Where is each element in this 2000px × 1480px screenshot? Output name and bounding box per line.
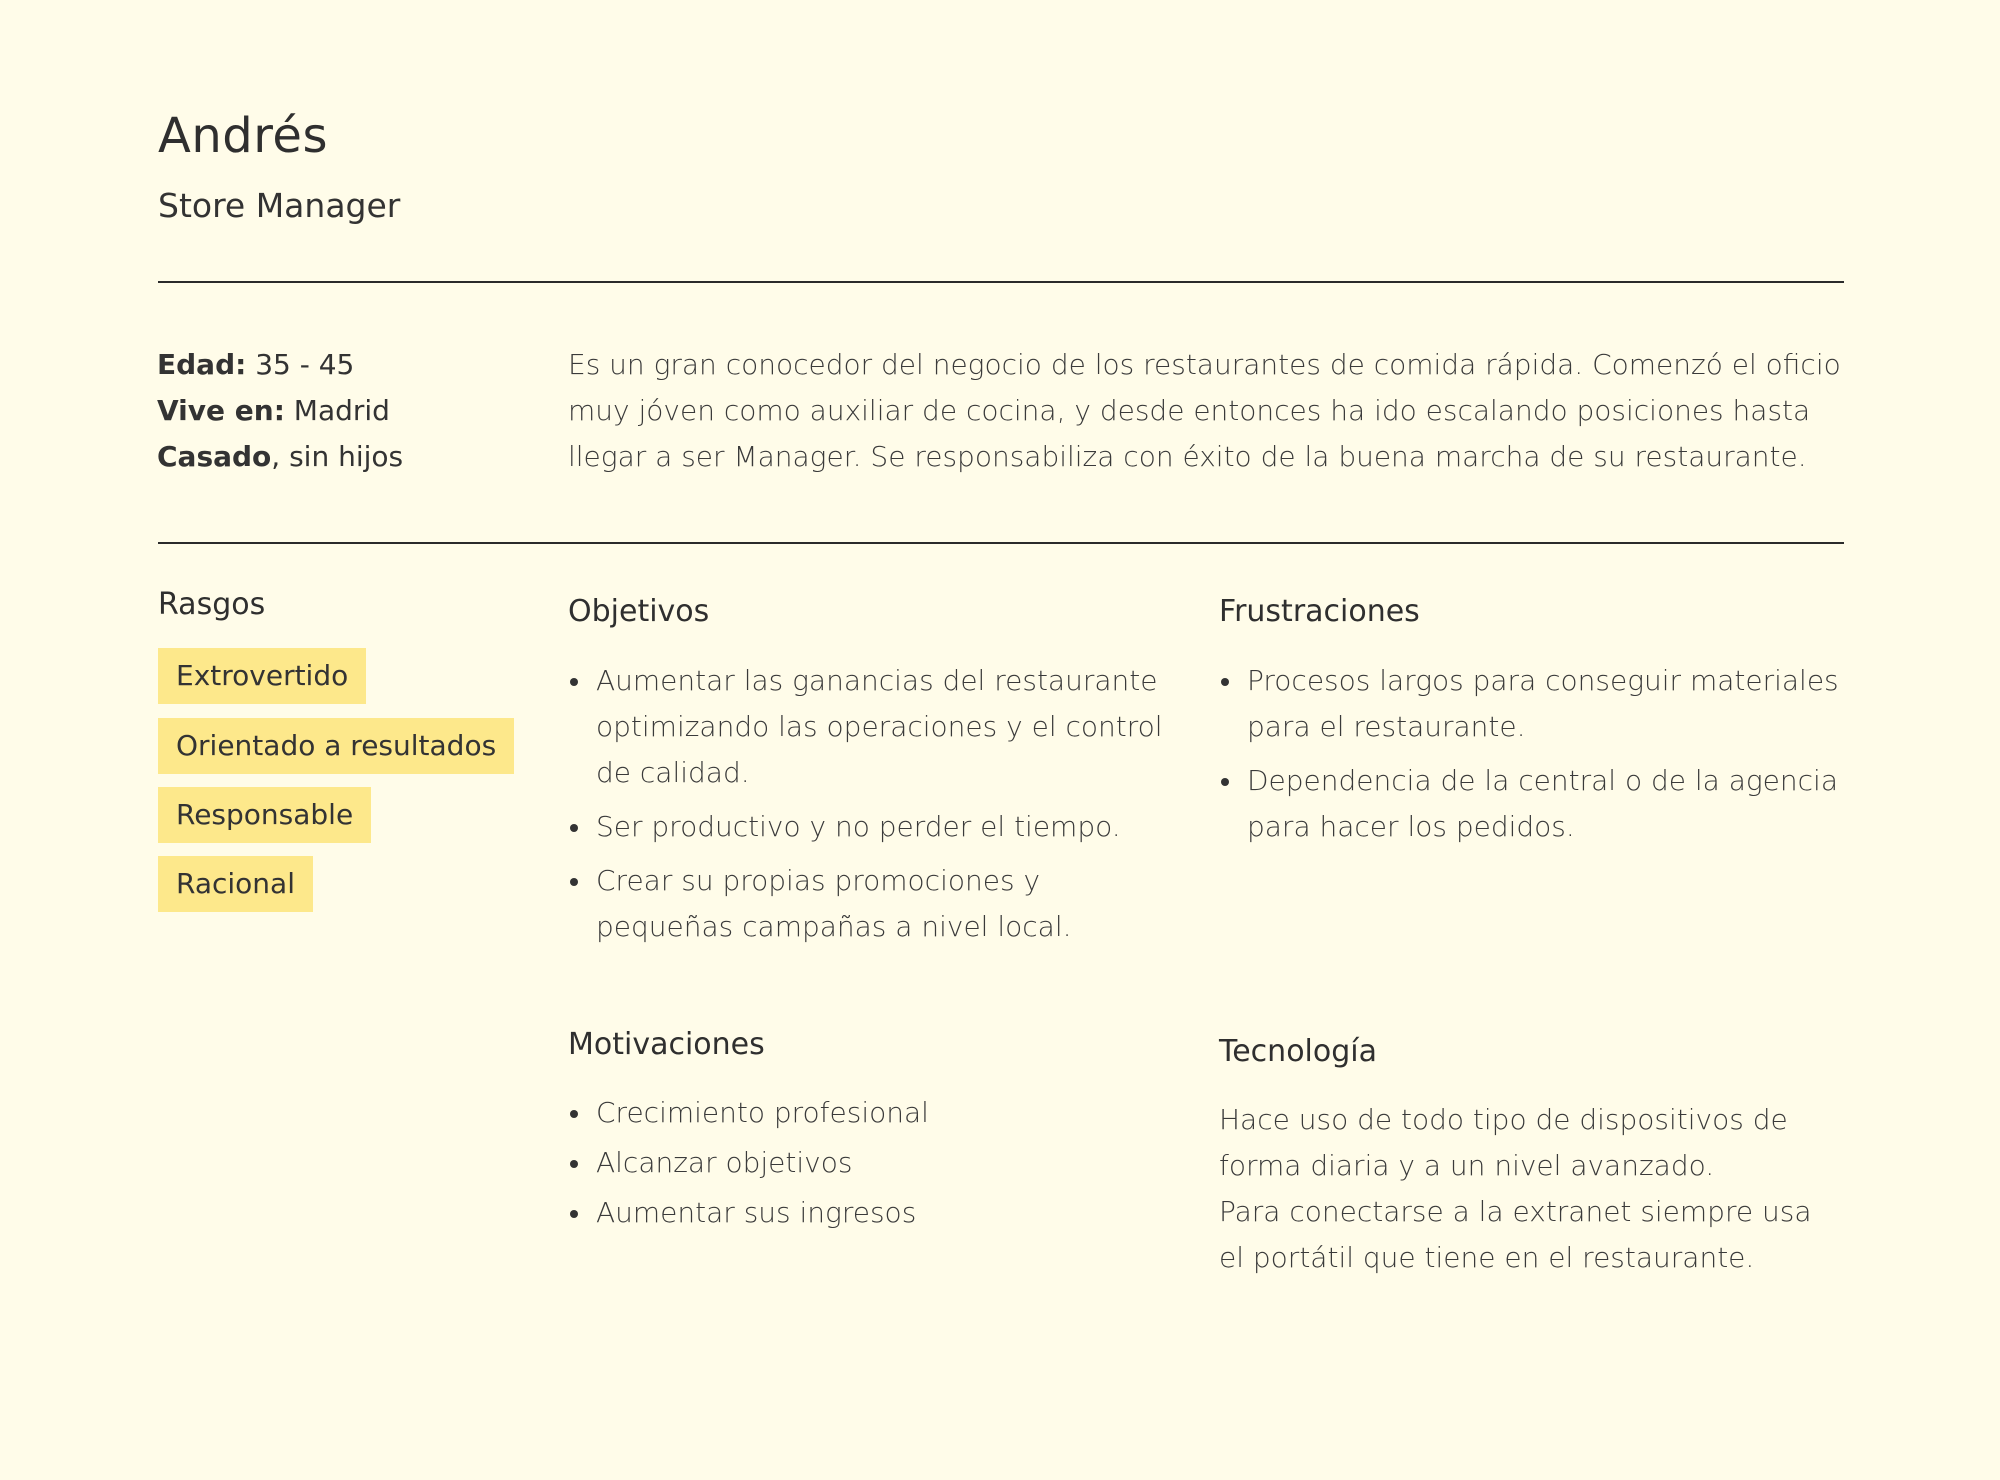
list-item: Aumentar las ganancias del restaurante optimizando las operaciones y el control de calidad. [568,658,1168,796]
trait-tag: Racional [158,856,313,912]
list-item: Aumentar sus ingresos [568,1190,1168,1236]
frustraciones-list [1219,658,1859,858]
trait-tag: Orientado a resultados [158,718,514,774]
list-item: Ser productivo y no perder el tiempo. [568,804,1168,850]
list-item: Alcanzar objetivos [568,1140,1168,1186]
persona-name: Andrés [158,108,328,164]
list-item: Procesos largos para conseguir materiales para el restaurante. [1219,658,1859,750]
objetivos-heading: Objetivos [568,594,710,629]
tecnologia-heading: Tecnología [1219,1034,1377,1069]
list-item: Dependencia de la central o de la agencia para hacer los pedidos. [1219,758,1859,850]
fact-value: 35 - 45 [246,348,355,381]
fact-value: , sin hijos [271,440,404,473]
frustraciones-heading: Frustraciones [1219,594,1420,629]
objetivos-list [568,658,1168,958]
fact-value: Madrid [284,394,390,427]
motivaciones-list [568,1090,1168,1240]
fact-label: Edad: [157,348,247,381]
persona-bio: Es un gran conocedor del negocio de los restaurantes de comida rápida. Comenzó el oficio muy jóven como auxiliar de cocina, y desde entonces ha ido escalando posiciones hasta llegar a ser Manager. Se responsabiliza con éxito de la buena marcha de su restaurante. [568,348,1841,473]
tecnologia-text [1219,1097,1819,1281]
trait-tag: Responsable [158,787,371,843]
fact-family [157,434,403,480]
rasgos-heading: Rasgos [158,587,266,622]
persona-role: Store Manager [158,186,401,225]
divider-middle [158,542,1844,544]
tecnologia-paragraph: Para conectarse a la extranet siempre usa el portátil que tiene en el restaurante. [1219,1195,1812,1274]
fact-label: Vive en: [157,394,285,427]
list-item: Crecimiento profesional [568,1090,1168,1136]
fact-age [157,342,403,388]
tecnologia-paragraph: Hace uso de todo tipo de dispositivos de forma diaria y a un nivel avanzado. [1219,1103,1788,1182]
fact-location [157,388,403,434]
list-item: Crear su propias promociones y pequeñas campañas a nivel local. [568,858,1168,950]
fact-label: Casado [157,440,272,473]
motivaciones-heading: Motivaciones [568,1027,765,1062]
trait-tag: Extrovertido [158,648,366,704]
divider-top [158,281,1844,283]
persona-facts [157,342,403,480]
